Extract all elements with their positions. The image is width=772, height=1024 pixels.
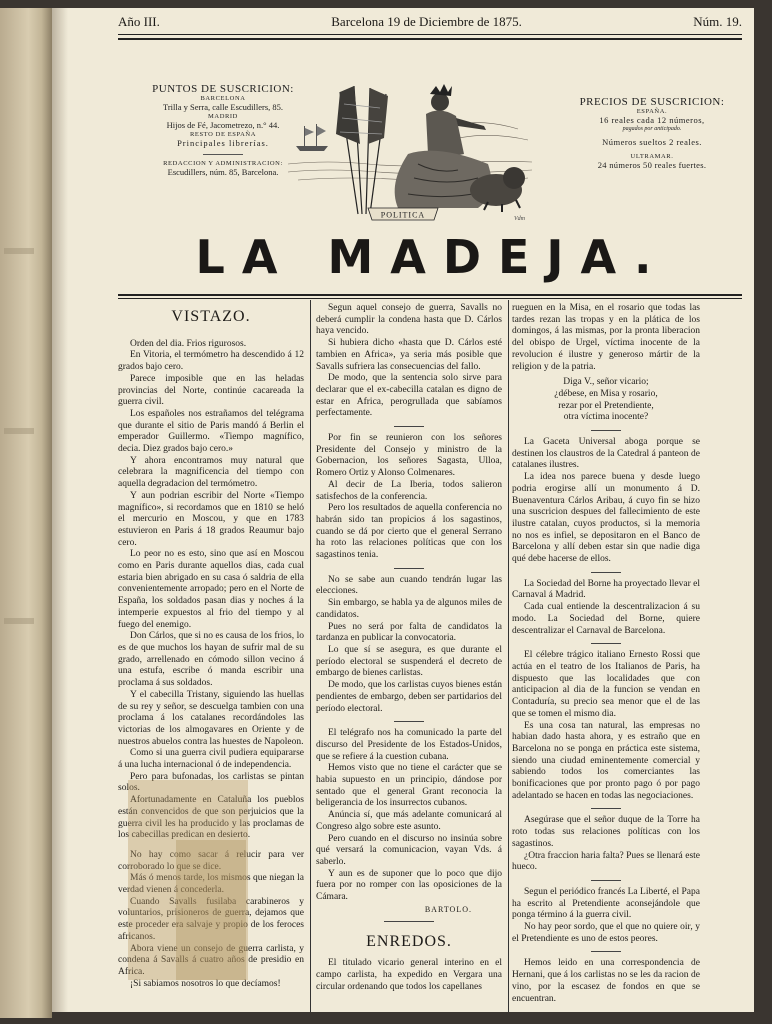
col1-paragraph: No hay como sacar á relucir para ver corroborado lo que se dice.: [118, 849, 304, 872]
col1-paragraph: Parece imposible que en las heladas provincias del Norte, continúe cacareada la guerra civil.: [118, 373, 304, 408]
prices-spain: ESPAÑA.: [636, 108, 668, 115]
address-barcelona: Trilla y Serra, calle Escudillers, 85.: [162, 102, 284, 112]
prices-overseas: ULTRAMAR.: [630, 153, 674, 160]
col1-paragraph: ¡Si sabiamos nosotros lo que decíamos!: [130, 978, 281, 989]
col1-paragraph: Orden del dia. Frios rigurosos.: [130, 338, 247, 349]
col1-paragraph: En Vitoria, el termómetro ha descendido á 12 grados bajo cero.: [118, 350, 304, 373]
col1-paragraph: Y el cabecilla Tristany, siguiendo las huellas de su rey y señor, se descuelga tambien con una proclama á los catalanes recordándoles las victorias de los almogavares en Oriente y de nuestros abuelos contra las huestes de Napoleon.: [118, 689, 304, 747]
section-separator: [591, 572, 621, 573]
section-separator: [591, 951, 621, 952]
col3-paragraph: La Gaceta Universal aboga porque se destinen los claustros de la Catedral á panteon de catalanes ilustres.: [512, 437, 700, 471]
col2-paragraph: El titulado vicario general interino en el campo carlista, ha expedido en Vergara una circular ordenando que todos los capellanes: [316, 958, 502, 992]
col1-paragraph: Don Cárlos, que si no es causa de los frios, lo es de que muchos los hayan de sufrir mal de su grado, arrellenado en cómodo sillon vecino á una estufa, escribe ó manda escribir una proclama á sus soldados.: [118, 631, 304, 689]
prices-title: PRECIOS DE SUSCRICION:: [579, 96, 725, 108]
masthead-rule-bottom: [118, 298, 742, 299]
city-madrid: MADRID: [208, 113, 238, 120]
column-divider-1: [310, 300, 311, 1012]
city-barcelona: BARCELONA: [200, 95, 246, 102]
subs-divider: [203, 154, 243, 155]
ship-icon: [296, 124, 328, 151]
col3-paragraph: El célebre trágico italiano Ernesto Rossi que actúa en el teatro de los Italianos de Paris, ha dispuesto que las localidades que con anticipacion al dia de la funcion se vendan en Contaduría, su precio sea menor que el de las que se tomen el mismo dia.: [512, 650, 700, 719]
newspaper-page: [52, 8, 754, 1012]
office-address: Escudillers, núm. 85, Barcelona.: [167, 167, 279, 177]
col1-paragraph: Afortunadamente en Cataluña los pueblos están convencidos de que son perjuicios que la guerra civil les ha producido y las proclamas de los cabecillas predican en desierto.: [118, 795, 304, 841]
prices-advance: pagados por anticipado.: [622, 126, 682, 132]
col3-paragraph: Asegúrase que el señor duque de la Torre ha roto todas sus relaciones políticas con los sagastinos.: [512, 815, 700, 849]
col2-paragraph: Pero los resultados de aquella conferencia no habrán sido tan propicios á los sagastinos, cuando se dá por cierto que el general Serrano ha roto las relaciones políticas que con los sagastinos tenia.: [316, 503, 502, 561]
issue-header: [118, 14, 742, 30]
col1-paragraph: Como si una guerra civil pudiera equipararse á una lucha internacional ó de independencia.: [118, 748, 304, 771]
col1-paragraph: Y aun podrian escribir del Norte «Tiempo magnífico», si recordamos que en 1810 se heló el mercurio en Moscou, y que en 1783 estuvieron en Paris á 18 grados Reaumur bajo cero.: [118, 490, 304, 548]
section-separator: [591, 643, 621, 644]
issue-year: Año III.: [118, 14, 160, 29]
section-separator: [394, 568, 424, 569]
subscription-points-title: PUNTOS DE SUSCRICION:: [152, 83, 294, 95]
col1-paragraph: Abora viene un consejo de guerra carlista, y condena á Savalls á cuatro años de presidio en Africa.: [118, 943, 304, 977]
emblem-banner-text: POLITICA: [380, 210, 426, 220]
column-1: [118, 303, 304, 1003]
col3-paragraph: ¿Otra fraccion haria falta? Pues se llenará este hueco.: [512, 850, 700, 873]
col2-paragraph: Por fin se reunieron con los señores Presidente del Consejo y ministro de la Gobernacion, los señores Sagasta, Ulloa, Romero Ortiz y Alonso Colmenares.: [316, 433, 502, 479]
emblem-signature: Vdm: [514, 216, 525, 222]
masthead-title: LA MADEJA.: [195, 230, 669, 284]
col1-paragraph: Más ó menos tarde, los mismos que niegan la verdad vienen á concederla.: [118, 873, 304, 896]
col1-paragraph: Lo peor no es esto, sino que así en Moscou como en Paris durante aquellos dias, cada cual estaria bien abrigado en su casa ó saldria de ella convenientemente arropado; pero en el Norte de España, los soldados pasan dias y noches á la intemperie expuestos al frio del tiempo y al fuego del enemigo.: [118, 549, 304, 630]
col2-paragraph: Pues no será por falta de candidatos la tardanza en publicar la convocatoria.: [316, 621, 502, 644]
subscription-prices: [552, 96, 752, 171]
column-divider-2: [508, 300, 509, 1012]
header-rule-bottom: [118, 38, 742, 40]
enredos-title: ENREDOS.: [366, 933, 452, 951]
prices-singles: Números sueltos 2 reales.: [602, 137, 702, 147]
section-separator: [394, 426, 424, 427]
col2-paragraph: Lo que sí se asegura, es que durante el período electoral se suspenderá el decreto de embargo de bienes carlistas.: [316, 644, 502, 679]
col2-paragraph: Anúncia sí, que más adelante comunicará al Congreso algo sobre este asunto.: [316, 810, 502, 832]
banner-icon: [368, 208, 438, 220]
col2-paragraph: Hemos visto que no tiene el carácter que se habia supuesto en un principio, dándose por sentado que el general Grant reconocia la beligerancia de los insurrectos cubanos.: [316, 763, 502, 809]
col1-paragraph: Y ahora encontramos muy natural que celebrara la magnificencia del tiempo con aquella degradacion del termómetro.: [118, 455, 304, 490]
issue-number: Núm. 19.: [693, 14, 742, 29]
address-madrid: Hijos de Fé, Jacometrezo, n.° 44.: [166, 120, 280, 130]
column-2: [316, 303, 502, 1003]
vistazo-title: VISTAZO.: [171, 308, 251, 325]
col2-paragraph: No se sabe aun cuando tendrán lugar las elecciones.: [316, 574, 502, 597]
col3-paragraph: La idea nos parece buena y desde luego podria erogirse allí un monumento á D. Buenaventura Cárlos Aribau, á cuyo fin se hizo una suscricion despues del fallecimiento de este ilustre catalan, cuyos productos, si la memoria no nos es infiel, se depositaron en el Banco de Barcelona y allí deben estar sin que nadie diga qué debe hacerse de ellos.: [512, 472, 700, 565]
section-separator: [591, 808, 621, 809]
col2-paragraph: Y aun es de suponer que lo poco que dijo fuera por no romper con las oposiciones de la Cámara.: [316, 868, 502, 903]
section-separator: [591, 880, 621, 881]
col2-paragraph: Pero cuando en el discurso no insinúa sobre qué versará la comunicacion, vayan Vds. á saberlo.: [316, 833, 502, 867]
section-separator: [384, 921, 434, 922]
col2-paragraph: De modo, que la sentencia solo sirve para declarar que el ex-cabecilla catalan es digno de estar en Africa, perogrullada que sabíamos perfectamente.: [316, 373, 502, 419]
header-rule-top: [118, 34, 742, 35]
address-rest-spain: Principales librerías.: [177, 138, 269, 148]
col3-paragraph: Cada cual entiende la descentralizacion á su modo. La Sociedad del Borne, quiere descentralizar el Carnaval de Barcelona.: [512, 602, 700, 636]
col2-paragraph: El telégrafo nos ha comunicado la parte del discurso del Presidente de los Estados-Unidos, que se refiere á la cuestion cubana.: [316, 728, 502, 762]
col2-paragraph: Segun aquel consejo de guerra, Savalls no deberá cumplir la condena hasta que D. Cárlos haya vencido.: [316, 303, 502, 337]
prices-spain-value: 16 reales cada 12 números,: [599, 115, 705, 125]
verse-line: Diga V., señor vicario;: [563, 377, 649, 388]
col2-paragraph: De modo, que los carlistas cuyos bienes están pendientes de embargo, deben ser partidarios del período electoral.: [316, 680, 502, 714]
issue-place-date: Barcelona 19 de Diciembre de 1875.: [331, 14, 522, 29]
col1-paragraph: Pero para bufonadas, los carlistas se pintan solos.: [118, 771, 304, 794]
office-label: REDACCION Y ADMINISTRACION:: [163, 160, 283, 167]
col2-paragraph: Sin embargo, se habla ya de algunos miles de candidatos.: [316, 598, 502, 620]
masthead-rule-top: [118, 294, 742, 296]
previous-page-edge: [0, 8, 52, 1018]
prices-overseas-value: 24 números 50 reales fuertes.: [597, 160, 707, 170]
col3-paragraph: Es una cosa tan natural, las empresas no habian dado hasta ahora, y es estraño que en Barcelona no se ponga en práctica este sistema, siendo una ciudad eminentemente comercial y sabiendo todos los comerciantes las bonificaciones que por pronto pago ó por pago adelantado se hacen en todas las negociaciones.: [512, 720, 700, 801]
allegory-emblem: [288, 74, 532, 224]
section-separator: [591, 430, 621, 431]
column-3: [512, 303, 700, 1003]
col1-paragraph: Los españoles nos estrañamos del telégrama que durante el sitio de Paris mandó á Berlin el emperador Guillermo. «Tiempo magnífico, decia. Diez grados bajo cero.»: [118, 408, 304, 455]
verse-line: otra víctima inocente?: [563, 412, 649, 423]
section-separator: [394, 721, 424, 722]
col2-paragraph: Si hubiera dicho «hasta que D. Cárlos esté tambien en Africa», ya seria más posible que Savalls sufriera las consecuencias del fallo.: [316, 338, 502, 372]
region-rest-spain: RESTO DE ESPAÑA: [189, 131, 257, 138]
verse-line: ¿débese, en Misa y rosario,: [554, 388, 658, 399]
col3-paragraph: Segun el periódico francés La Liberté, el Papa ha escrito al Pretendiente aconsejándole que ponga término á la guerra civil.: [512, 886, 700, 921]
col3-paragraph: La Sociedad del Borne ha proyectado llevar el Carnaval á Madrid.: [512, 578, 700, 601]
col3-paragraph: rueguen en la Misa, en el rosario que todas las tardes rezan las tropas y en la plática de los domingos, á las mismas, por la pronta liberacion del obispo de Urgel, víctima inocente de la revolucion é ilustre y generoso mártir de la religion y de la patria.: [512, 303, 700, 372]
col3-paragraph: No hay peor sordo, que el que no quiere oir, y el Pretendiente es uno de estos peores.: [512, 922, 700, 944]
flags-icon: [336, 86, 388, 214]
col2-paragraph: Al decir de La Iberia, todos salieron satisfechos de la conferencia.: [316, 479, 502, 502]
author-signature: BARTOLO.: [424, 904, 472, 914]
verse-line: rezar por el Pretendiente,: [558, 400, 654, 411]
col1-paragraph: Cuando Savalls fusilaba carabineros y voluntarios, prisioneros de guerra, dejamos que este proceder era salvaje y propio de los feroces africanos.: [118, 896, 304, 942]
col3-paragraph: Hemos leido en una correspondencia de Hernani, que á los carlistas no se les da racion de vino, por la escasez de fondos en que se encuentran.: [512, 958, 700, 1003]
